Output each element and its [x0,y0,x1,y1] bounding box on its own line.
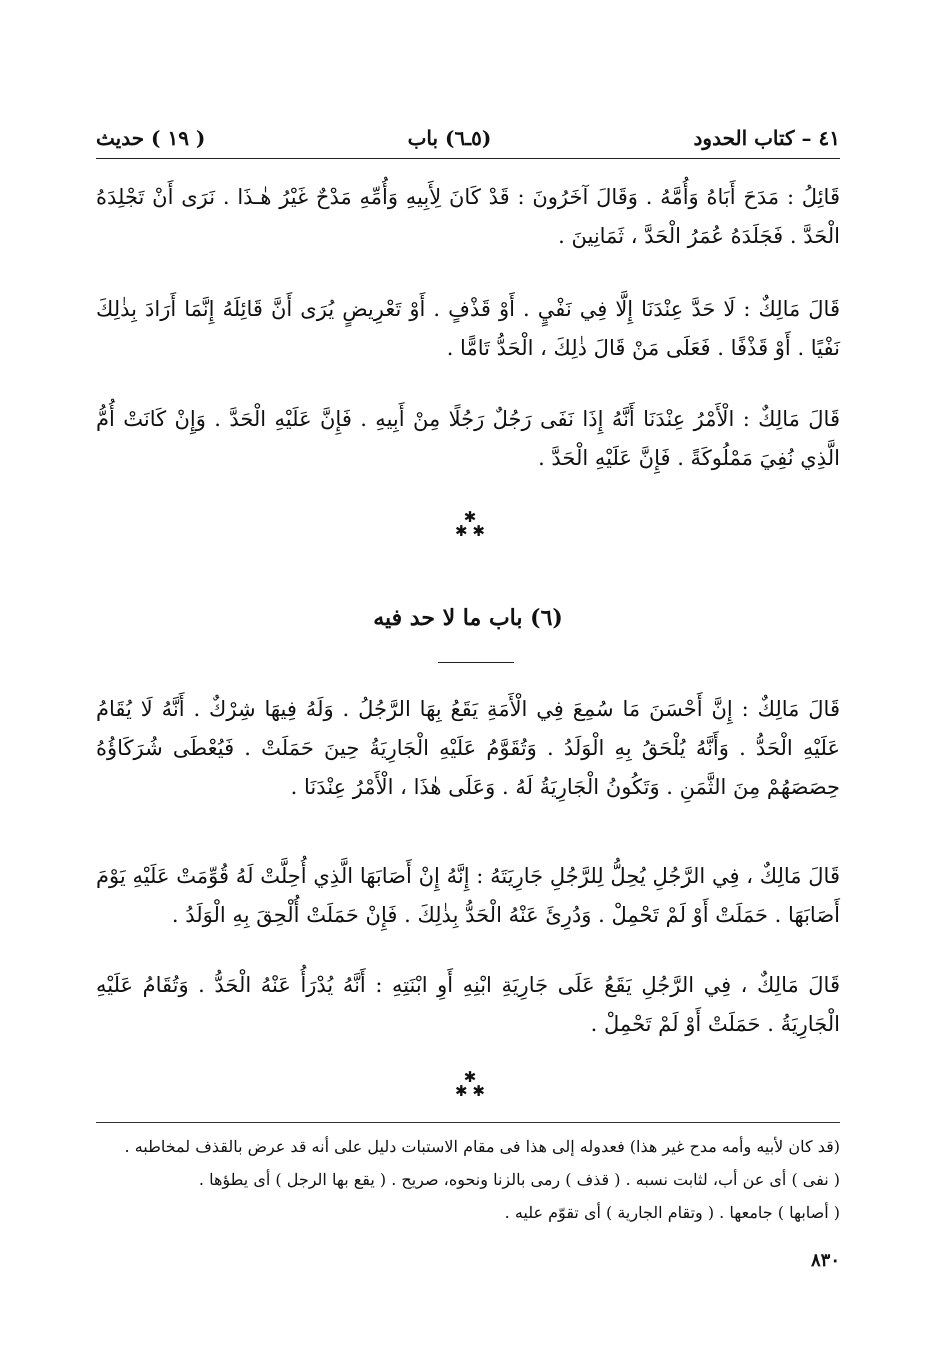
paragraph-text: قَالَ مَالِكٌ : لَا حَدَّ عِنْدَنَا إِلَّا فِي نَفْيٍ . أَوْ قَذْفٍ . أَوْ تَعْرِيضٍ يُرَى أَنَّ قَائِلَهُ إِنَّمَا أَرَادَ بِذٰلِكَ نَفْيًا . أَوْ قَذْفًا . فَعَلَى مَنْ قَالَ ذٰلِكَ ، الْحَدُّ تَامًّا . [96,297,840,360]
running-header [96,118,840,158]
footnote-line: ( أصابها ) جامعها . ( وتقام الجارية ) أى تقوّم عليه . [504,1203,840,1222]
paragraph [96,857,840,935]
paragraph-text: قَالَ مَالِكٌ : الْأَمْرُ عِنْدَنَا أَنَّهُ إِذَا نَفَى رَجُلٌ رَجُلًا مِنْ أَبِيهِ . فَإِنَّ عَلَيْهِ الْحَدَّ . وَإِنْ كَانَتْ أُمُّ الَّذِي نُفِيَ مَمْلُوكَةً . فَإِنَّ عَلَيْهِ الْحَدَّ . [96,407,840,470]
paragraph [96,290,840,368]
star-separator: ✱ ✱ ✱ [455,508,485,540]
chapter-title: (٦) باب ما لا حد فيه [373,605,563,631]
star-separator: ✱ ✱ ✱ [455,1068,485,1100]
header-rule [96,158,840,159]
paragraph [96,178,840,256]
paragraph-text: قَائِلُ : مَدَحَ أَبَاهُ وَأُمَّهُ . وَقَالَ آخَرُونَ : قَدْ كَانَ لِأَبِيهِ وَأُمِّهِ مَدْحٌ غَيْرُ هٰـذَا . نَرَى أَنْ تَجْلِدَهُ الْحَدَّ . فَجَلَدَهُ عُمَرُ الْحَدَّ ، ثَمَانِينَ . [96,185,840,248]
header-book-title: ٤١ – كتاب الحدود [693,126,840,150]
paragraph [96,966,840,1044]
header-chapter-ref: (٥ـ٦) باب [407,126,492,150]
paragraph-text: قَالَ مَالِكٌ : إِنَّ أَحْسَنَ مَا سُمِعَ فِي الْأَمَةِ يَقَعُ بِهَا الرَّجُلُ . وَلَهُ فِيهَا شِرْكٌ . أَنَّهُ لَا يُقَامُ عَلَيْهِ الْحَدُّ . وَأَنَّهُ يُلْحَقُ بِهِ الْوَلَدُ . وَتُقَوَّمُ عَلَيْهِ الْجَارِيَةُ حِينَ حَمَلَتْ . فَيُعْطَى شُرَكَاؤُهُ حِصَصَهُمْ مِنَ الثَّمَنِ . وَتَكُونُ الْجَارِيَةُ لَهُ . وَعَلَى هٰذَا ، الْأَمْرُ عِنْدَنَا . [96,697,840,799]
paragraph [96,400,840,478]
paragraph [96,690,840,807]
footnote-line: ( نفى ) أى عن أب، لثابت نسبه . ( قذف ) رمى بالزنا ونحوه، صريح . ( يقع بها الرجل ) أى يطؤها . [198,1170,840,1189]
footnotes [96,1130,840,1229]
title-rule [438,662,514,663]
page-number: ٨٣٠ [810,1250,840,1271]
paragraph-text: قَالَ مَالِكٌ ، فِي الرَّجُلِ يَقَعُ عَلَى جَارِيَةِ ابْنِهِ أَوِ ابْنَتِهِ : أَنَّهُ يُدْرَأُ عَنْهُ الْحَدُّ . وَتُقَامُ عَلَيْهِ الْجَارِيَةُ . حَمَلَتْ أَوْ لَمْ تَحْمِلْ . [96,973,840,1036]
header-hadith-ref: ( ١٩ ) حديث [96,126,206,150]
footnote-rule [96,1122,840,1123]
paragraph-text: قَالَ مَالِكٌ ، فِي الرَّجُلِ يُحِلُّ لِلرَّجُلِ جَارِيَتَهُ : إِنَّهُ إِنْ أَصَابَهَا الَّذِي أُحِلَّتْ لَهُ قُوِّمَتْ عَلَيْهِ يَوْمَ أَصَابَهَا . حَمَلَتْ أَوْ لَمْ تَحْمِلْ . وَدُرِئَ عَنْهُ الْحَدُّ بِذٰلِكَ . فَإِنْ حَمَلَتْ أُلْحِقَ بِهِ الْوَلَدُ . [96,864,840,927]
footnote-line: (قد كان لأبيه وأمه مدح غير هذا) فعدوله إلى هذا فى مقام الاستبات دليل على أنه قد عرض بالقذف لمخاطبه . [124,1137,840,1156]
